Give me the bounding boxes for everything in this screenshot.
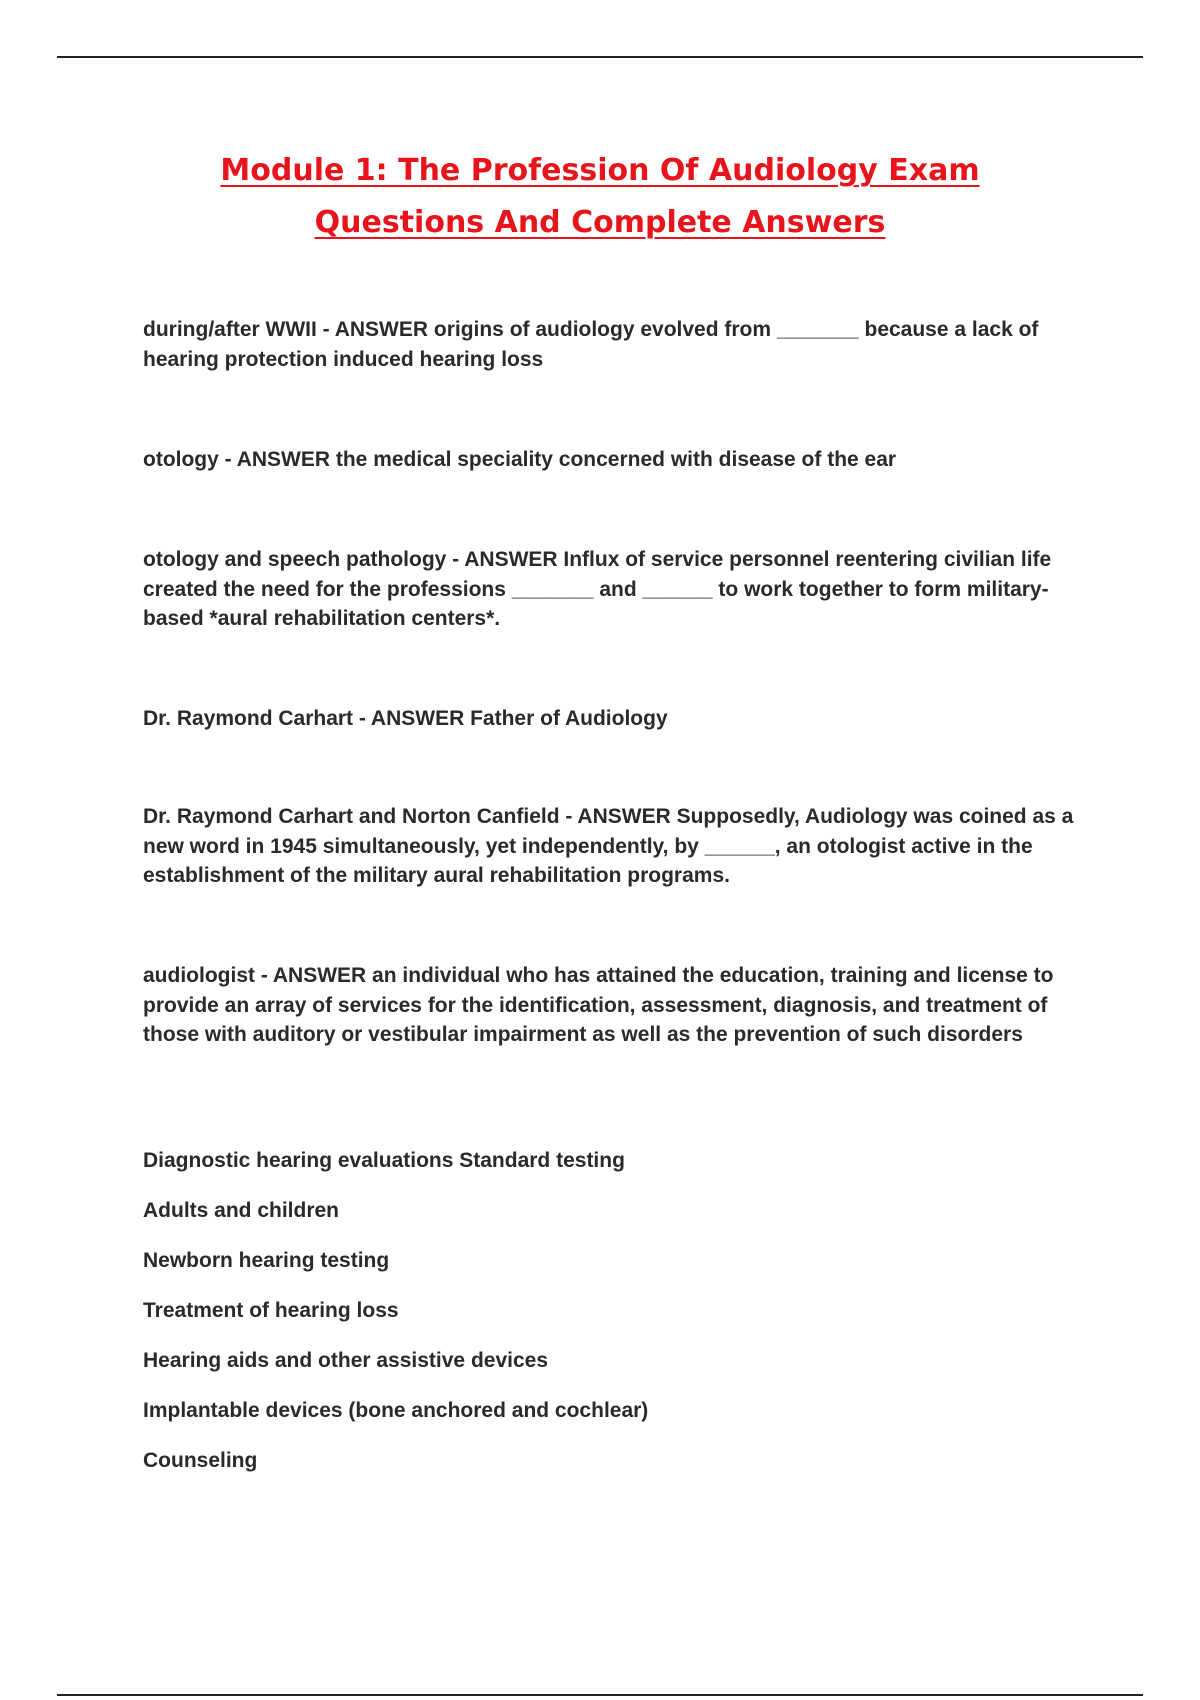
title-line-1: Module 1: The Profession Of Audiology Exam xyxy=(220,153,980,188)
page-title xyxy=(0,145,1200,249)
services-list xyxy=(143,1146,1103,1496)
list-item: Counseling xyxy=(143,1449,258,1472)
list-item: Hearing aids and other assistive devices xyxy=(143,1349,549,1372)
list-item: Treatment of hearing loss xyxy=(143,1299,399,1322)
list-item: Diagnostic hearing evaluations Standard testing xyxy=(143,1149,625,1172)
qa-entry-4: Dr. Raymond Carhart - ANSWER Father of Audiology xyxy=(143,707,668,730)
list-item: Newborn hearing testing xyxy=(143,1249,390,1272)
qa-entry-5: Dr. Raymond Carhart and Norton Canfield - ANSWER Supposedly, Audiology was coined as a new word in 1945 simultaneously, yet independently, by ______, an otologist active in the establishment of the military aural rehabilitation programs. xyxy=(143,805,1074,887)
bottom-rule xyxy=(57,1694,1143,1696)
qa-entry-2: otology - ANSWER the medical speciality concerned with disease of the ear xyxy=(143,448,897,471)
top-rule xyxy=(57,56,1143,58)
qa-entry-1: during/after WWII - ANSWER origins of audiology evolved from _______ because a lack of hearing protection induced hearing loss xyxy=(143,318,1039,371)
list-item: Implantable devices (bone anchored and cochlear) xyxy=(143,1399,649,1422)
title-line-2: Questions And Complete Answers xyxy=(314,205,886,240)
qa-entry-3: otology and speech pathology - ANSWER Influx of service personnel reentering civilian life created the need for the professions _______ and ______ to work together to form military-based *aural rehabilitation centers*. xyxy=(143,548,1052,630)
list-item: Adults and children xyxy=(143,1199,340,1222)
qa-entry-6: audiologist - ANSWER an individual who has attained the education, training and license to provide an array of services for the identification, assessment, diagnosis, and treatment of those with auditory or vestibular impairment as well as the prevention of such disorders xyxy=(143,964,1054,1046)
